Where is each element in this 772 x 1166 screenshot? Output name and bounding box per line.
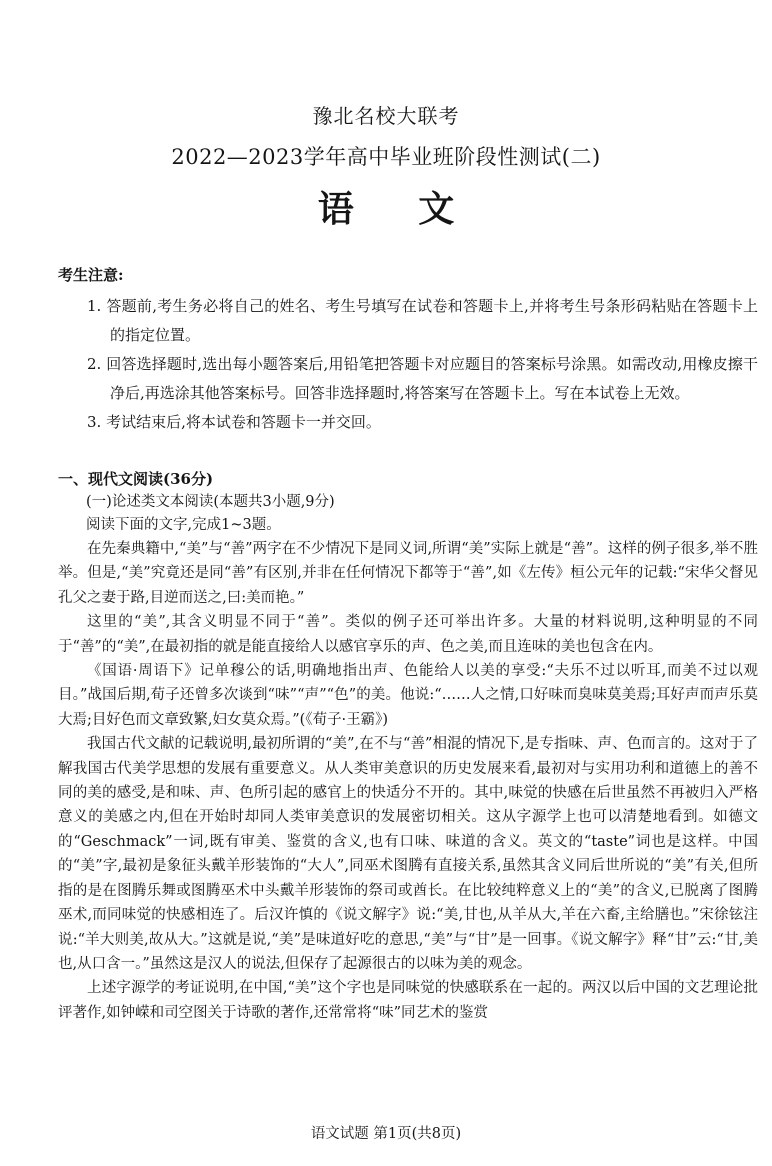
notice-heading: 考生注意: — [58, 266, 124, 284]
candidate-notice — [58, 264, 758, 437]
reading-section — [58, 468, 758, 1025]
notice-item: 3. 考试结束后,将本试卷和答题卡一并交回。 — [87, 413, 381, 431]
passage-paragraph: 这里的“美”,其含义明显不同于“善”。类似的例子还可举出许多。大量的材料说明,这种明显的不同于“善”的“美”,在最初指的就是能直接给人以感官享乐的声、色之美,而且连味的美也包含在内。 — [58, 614, 758, 655]
passage-paragraph: 在先秦典籍中,“美”与“善”两字在不少情况下是同义词,所谓“美”实际上就是“善”。这样的例子很多,举不胜举。但是,“美”究竟还是同“善”有区别,并非在任何情况下都等于“善”,如《左传》桓公元年的记载:“宋华父督见孔父之妻于路,目逆而送之,曰:美而艳。” — [58, 541, 758, 606]
title-block — [0, 104, 772, 230]
page-footer: 语文试题 第1页(共8页) — [310, 1126, 462, 1142]
subsection-heading: (一)论述类文本阅读(本题共3小题,9分) — [86, 494, 335, 510]
notice-item: 1. 答题前,考生务必将自己的姓名、考生号填写在试卷和答题卡上,并将考生号条形码粘贴在答题卡上的指定位置。 — [87, 297, 758, 344]
passage-paragraph: 我国古代文献的记载说明,最初所谓的“美”,在不与“善”相混的情况下,是专指味、声、色而言的。这对于了解我国古代美学思想的发展有重要意义。从人类审美意识的历史发展来看,最初对与实用功利和道德上的善不同的美的感受,是和味、声、色所引起的感官上的快适分不开的。其中,味觉的快感在后世虽然不再被归入严格意义的美感之内,但在开始时却同人类审美意识的发展密切相关。这从字源学上也可以清楚地看到。如德文的“Geschmack”一词,既有审美、鉴赏的含义,也有口味、味道的含义。英文的“taste”词也是这样。中国的“美”字,最初是象征头戴羊形装饰的“大人”,同巫术图腾有直接关系,虽然其含义同后世所说的“美”有关,但所指的是在图腾乐舞或图腾巫术中头戴羊形装饰的祭司或酋长。在比较纯粹意义上的“美”的含义,已脱离了图腾巫术,而同味觉的快感相连了。后汉许慎的《说文解字》说:“美,甘也,从羊从大,羊在六畜,主给膳也。”宋徐铉注说:“羊大则美,故从大。”这就是说,“美”是味道好吃的意思,“美”与“甘”是一回事。《说文解字》释“甘”云:“甘,美也,从口含一。”虽然这是汉人的说法,但保存了起源很古的以味为美的观念。 — [58, 736, 758, 972]
passage-paragraph: 上述字源学的考证说明,在中国,“美”这个字也是同味觉的快感联系在一起的。两汉以后中国的文艺理论批评著作,如钟嵘和司空图关于诗歌的著作,还常常将“味”同艺术的鉴赏 — [58, 980, 758, 1021]
reading-instruction: 阅读下面的文字,完成1~3题。 — [86, 517, 281, 533]
passage-paragraph: 《国语·周语下》记单穆公的话,明确地指出声、色能给人以美的享受:“夫乐不过以听耳,而美不过以观目。”战国后期,荀子还曾多次谈到“味”“声”“色”的美。他说:“……人之情,口好味而臭味莫美焉;耳好声而声乐莫大焉;目好色而文章致繁,妇女莫众焉。”(《荀子·王霸》) — [58, 663, 758, 728]
notice-list — [58, 292, 758, 437]
notice-item: 2. 回答选择题时,选出每小题答案后,用铅笔把答题卡对应题目的答案标号涂黑。如需改动,用橡皮擦干净后,再选涂其他答案标号。回答非选择题时,将答案写在答题卡上。写在本试卷上无效。 — [87, 355, 758, 402]
section-heading: 一、现代文阅读(36分) — [58, 470, 214, 488]
consortium-name: 豫北名校大联考 — [312, 104, 460, 128]
exam-title: 2022—2023学年高中毕业班阶段性测试(二) — [171, 145, 601, 169]
subject-title: 语 文 — [317, 188, 481, 230]
